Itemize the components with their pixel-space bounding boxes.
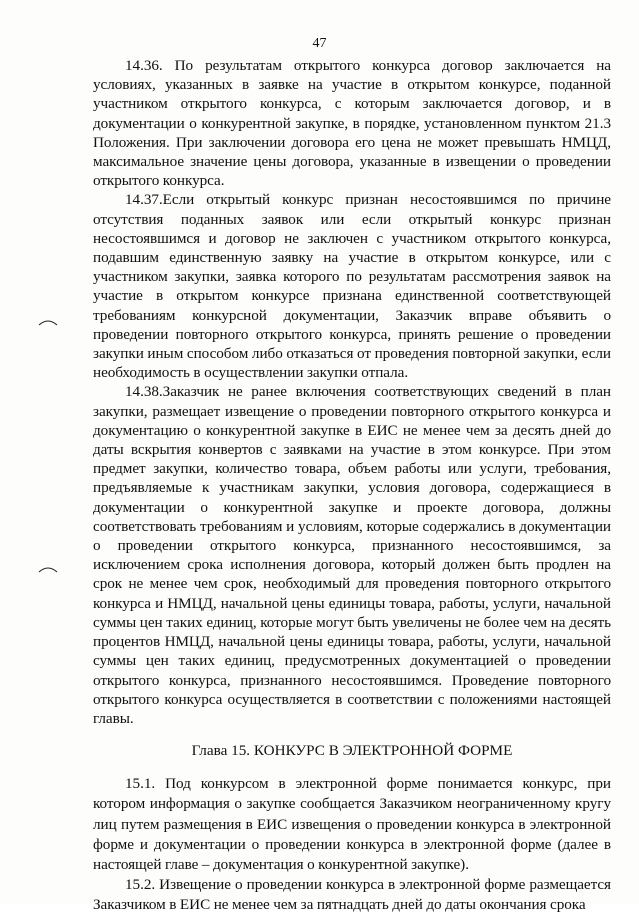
paragraph-14-36: 14.36. По результатам открытого конкурса договор заключается на условиях, указанных в заявке на участие в открытом конкурсе, поданной участником открытого конкурса, с которым заключается договор, и в документации о конкурентной закупке, в порядке, установленном пунктом 21.3 Положения. При заключении договора его цена не может превышать НМЦД, максимальное значение цены договора, указанные в извещении о проведении открытого конкурса.: [93, 57, 611, 190]
page-number: 47: [312, 36, 327, 51]
paragraph-15-2: 15.2. Извещение о проведении конкурса в электронной форме размещается Заказчиком в ЕИС не менее чем за пятнадцать дней до даты окончания срока: [93, 876, 611, 914]
chapter-title: Глава 15. КОНКУРС В ЭЛЕКТРОННОЙ ФОРМЕ: [191, 742, 513, 760]
margin-mark-1: [38, 317, 58, 327]
section-chapter-14-tail: [93, 56, 611, 728]
paragraph-14-37: 14.37.Если открытый конкурс признан несостоявшимся по причине отсутствия поданных заявок или если открытый конкурс признан несостоявшимся и договор не заключен с участником открытого конкурса, подавшим единственную заявку на участие в открытом конкурсе, или с участником закупки, заявка которого по результатам рассмотрения заявок на участие в открытом конкурсе признана единственной соответствующей требованиям конкурсной документации, Заказчик вправе объявить о проведении повторного открытого конкурса, принять решение о проведении закупки иным способом либо отказаться от проведения повторной закупки, если необходимость в осуществлении закупки отпала.: [93, 191, 611, 382]
document-body: [93, 56, 611, 916]
paragraph-14-38: 14.38.Заказчик не ранее включения соответствующих сведений в план закупки, размещает извещение о проведении повторного открытого конкурса и документацию о конкурентной закупке в ЕИС не менее чем за десять дней до даты вскрытия конвертов с заявками на участие в этом конкурсе. При этом предмет закупки, количество товара, объем работы или услуги, требования, предъявляемые к участникам закупки, условия договора, содержащиеся в документации о конкурентной закупке и проекте договора, должны соответствовать требованиям и условиям, которые содержались в документации о проведении открытого конкурса, признанного несостоявшимся, за исключением срока исполнения договора, который должен быть продлен на срок не менее чем срок, необходимый для проведения повторного открытого конкурса и НМЦД, начальной цены единицы товара, работы, услуги, начальной суммы цен таких единиц, которые могут быть увеличены не более чем на десять процентов НМЦД, начальной цены единицы товара, работы, услуги, начальной суммы цен таких единиц, предусмотренных документацией о проведении открытого конкурса, признанного несостоявшимся. Проведение повторного открытого конкурса осуществляется в соответствии с положениями настоящей главы.: [93, 383, 611, 727]
paragraph-15-1: 15.1. Под конкурсом в электронной форме понимается конкурс, при котором информация о закупке сообщается Заказчиком неограниченному кругу лиц путем размещения в ЕИС извещения о проведении конкурса в электронной форме и документации о проведении конкурса в электронной форме (далее в настоящей главе – документация о конкурентной закупке).: [93, 775, 611, 873]
margin-mark-2: [38, 564, 58, 574]
section-chapter-15: [93, 774, 611, 915]
